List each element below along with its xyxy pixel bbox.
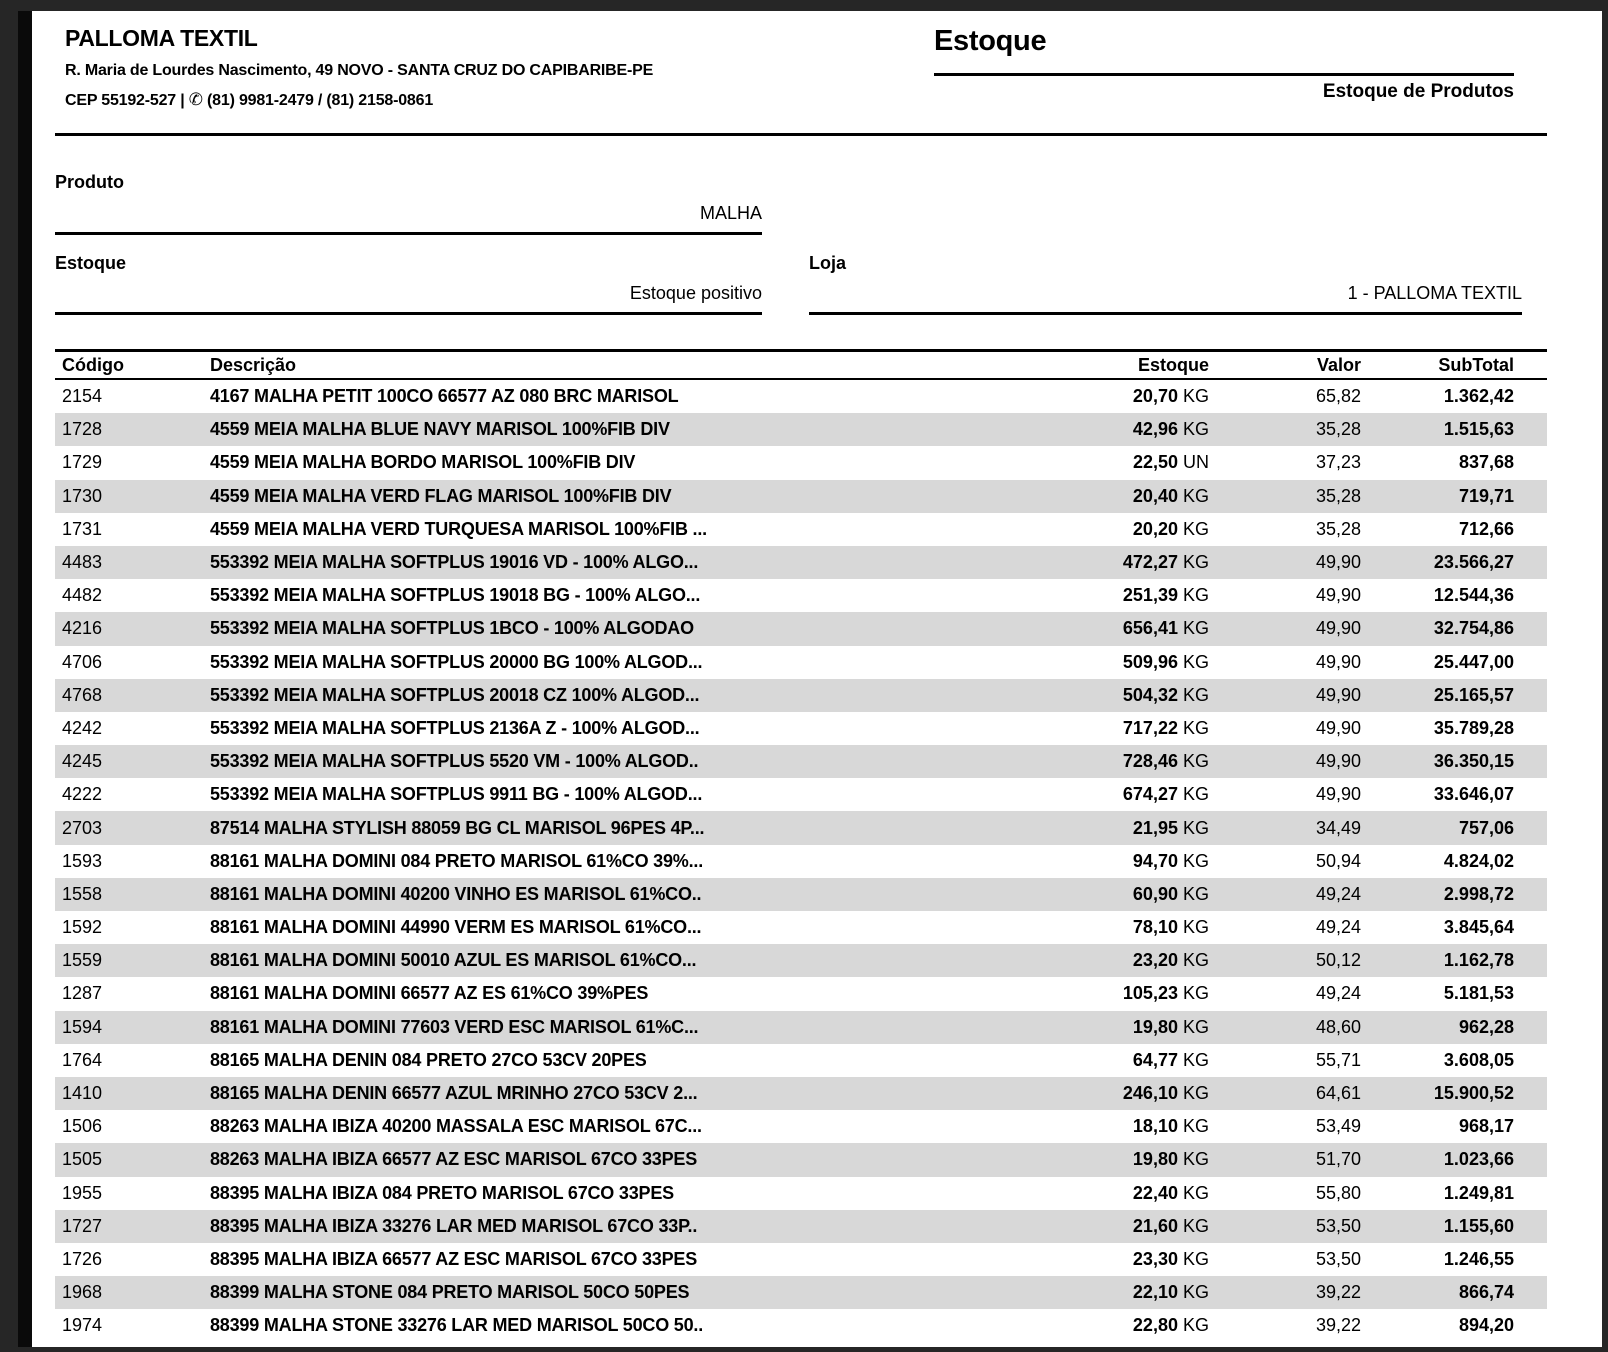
company-phones: (81) 9981-2479 / (81) 2158-0861: [207, 92, 434, 109]
valor-cell: 49,24: [1315, 983, 1361, 1004]
codigo-cell: 2703: [62, 817, 103, 838]
estoque-qty: 251,39: [1122, 585, 1178, 606]
valor-cell: 64,61: [1315, 1083, 1361, 1104]
codigo-cell: 1726: [62, 1248, 103, 1269]
table-row: [55, 612, 1547, 645]
subtotal-cell: 968,17: [1458, 1116, 1514, 1137]
valor-cell: 50,94: [1315, 850, 1361, 871]
estoque-qty: 504,32: [1122, 684, 1178, 705]
estoque-qty: 19,80: [1132, 1016, 1178, 1037]
codigo-cell: 4216: [62, 618, 103, 639]
codigo-cell: 1974: [62, 1315, 103, 1336]
filter-estoque-label: Estoque: [55, 253, 127, 273]
table-header: [55, 349, 1547, 380]
estoque-qty: 23,30: [1132, 1248, 1178, 1269]
estoque-cell: [979, 486, 1209, 507]
estoque-unit: KG: [1182, 386, 1209, 407]
valor-cell: 65,82: [1315, 386, 1361, 407]
valor-cell: 49,90: [1315, 784, 1361, 805]
codigo-cell: 1287: [62, 983, 103, 1004]
estoque-qty: 509,96: [1122, 651, 1178, 672]
codigo-cell: 2154: [62, 386, 103, 407]
valor-cell: 53,50: [1315, 1215, 1361, 1236]
estoque-qty: 105,23: [1122, 983, 1178, 1004]
subtotal-cell: 757,06: [1458, 817, 1514, 838]
table-row: [55, 1011, 1547, 1044]
descricao-cell: 88395 MALHA IBIZA 66577 AZ ESC MARISOL 67CO 33PES: [210, 1248, 698, 1269]
estoque-unit: KG: [1182, 1116, 1209, 1137]
codigo-cell: 4706: [62, 651, 103, 672]
subtotal-cell: 894,20: [1458, 1315, 1514, 1336]
report-subtitle: Estoque de Produtos: [1322, 81, 1514, 102]
valor-cell: 50,12: [1315, 950, 1361, 971]
estoque-unit: UN: [1183, 452, 1209, 473]
codigo-cell: 1505: [62, 1149, 103, 1170]
estoque-unit: KG: [1182, 1083, 1209, 1104]
descricao-cell: 553392 MEIA MALHA SOFTPLUS 20000 BG 100% ALGOD...: [210, 651, 703, 672]
table-row: [55, 579, 1547, 612]
descricao-cell: 88161 MALHA DOMINI 40200 VINHO ES MARISOL 61%CO..: [210, 883, 702, 904]
filter-loja-value: 1 - PALLOMA TEXTIL: [1347, 283, 1522, 303]
table-row: [55, 1177, 1547, 1210]
descricao-cell: 88395 MALHA IBIZA 084 PRETO MARISOL 67CO 33PES: [210, 1182, 674, 1203]
table-row: [55, 1210, 1547, 1243]
table-row: [55, 480, 1547, 513]
estoque-cell: [979, 618, 1209, 639]
estoque-qty: 20,20: [1132, 518, 1178, 539]
filter-estoque-underline: [55, 312, 762, 315]
table-row: [55, 1243, 1547, 1276]
codigo-cell: 4482: [62, 585, 103, 606]
table-row: [55, 712, 1547, 745]
report-title: Estoque: [934, 25, 1047, 57]
estoque-cell: [979, 1116, 1209, 1137]
table-row: [55, 811, 1547, 844]
codigo-cell: 1729: [62, 452, 103, 473]
filter-estoque-value: Estoque positivo: [629, 283, 762, 303]
column-header-descricao: Descrição: [210, 354, 297, 375]
estoque-qty: 21,60: [1132, 1215, 1178, 1236]
descricao-cell: 87514 MALHA STYLISH 88059 BG CL MARISOL 96PES 4P...: [210, 817, 705, 838]
estoque-cell: [979, 452, 1209, 473]
subtotal-cell: 1.515,63: [1443, 419, 1514, 440]
estoque-cell: [979, 1050, 1209, 1071]
filter-produto-label: Produto: [55, 172, 124, 192]
estoque-qty: 94,70: [1132, 850, 1178, 871]
estoque-unit: KG: [1182, 751, 1209, 772]
estoque-qty: 64,77: [1132, 1049, 1178, 1070]
estoque-unit: KG: [1182, 1016, 1209, 1037]
subtotal-cell: 719,71: [1458, 485, 1514, 506]
column-header-valor: Valor: [1316, 354, 1361, 375]
estoque-cell: [979, 983, 1209, 1004]
table-row: [55, 1044, 1547, 1077]
estoque-unit: KG: [1182, 1149, 1209, 1170]
estoque-cell: [979, 1216, 1209, 1237]
column-header-codigo: Código: [62, 354, 124, 375]
subtotal-cell: 25.447,00: [1433, 651, 1514, 672]
descricao-cell: 88263 MALHA IBIZA 40200 MASSALA ESC MARISOL 67C...: [210, 1116, 702, 1137]
descricao-cell: 88165 MALHA DENIN 66577 AZUL MRINHO 27CO 53CV 2...: [210, 1083, 698, 1104]
table-row: [55, 944, 1547, 977]
estoque-cell: [979, 950, 1209, 971]
valor-cell: 49,90: [1315, 717, 1361, 738]
table-row: [55, 878, 1547, 911]
estoque-cell: [979, 1083, 1209, 1104]
table-row: [55, 646, 1547, 679]
descricao-cell: 88161 MALHA DOMINI 77603 VERD ESC MARISOL 61%C...: [210, 1016, 699, 1037]
estoque-cell: [979, 1017, 1209, 1038]
table-row: [55, 778, 1547, 811]
estoque-qty: 472,27: [1122, 552, 1178, 573]
subtotal-cell: 3.845,64: [1443, 917, 1514, 938]
estoque-cell: [979, 1282, 1209, 1303]
subtotal-cell: 4.824,02: [1443, 850, 1514, 871]
estoque-cell: [979, 1315, 1209, 1336]
subtotal-cell: 1.246,55: [1443, 1248, 1514, 1269]
company-cep-phone: [65, 90, 433, 110]
estoque-qty: 20,70: [1132, 386, 1178, 407]
estoque-unit: KG: [1182, 1215, 1209, 1236]
subtotal-cell: 712,66: [1458, 518, 1514, 539]
estoque-unit: KG: [1182, 1182, 1209, 1203]
estoque-unit: KG: [1182, 1315, 1209, 1336]
valor-cell: 51,70: [1315, 1149, 1361, 1170]
column-header-subtotal: SubTotal: [1438, 354, 1514, 375]
codigo-cell: 1593: [62, 850, 103, 871]
estoque-qty: 674,27: [1122, 784, 1178, 805]
descricao-cell: 553392 MEIA MALHA SOFTPLUS 5520 VM - 100% ALGOD..: [210, 751, 699, 772]
valor-cell: 49,90: [1315, 585, 1361, 606]
codigo-cell: 4242: [62, 717, 103, 738]
estoque-unit: KG: [1182, 950, 1209, 971]
estoque-qty: 60,90: [1132, 883, 1178, 904]
codigo-cell: 1728: [62, 419, 103, 440]
subtotal-cell: 1.249,81: [1443, 1182, 1514, 1203]
valor-cell: 49,90: [1315, 618, 1361, 639]
valor-cell: 49,90: [1315, 552, 1361, 573]
table-row: [55, 446, 1547, 479]
estoque-unit: KG: [1182, 817, 1209, 838]
codigo-cell: 1727: [62, 1215, 103, 1236]
descricao-cell: 88161 MALHA DOMINI 50010 AZUL ES MARISOL 61%CO...: [210, 950, 697, 971]
codigo-cell: 1594: [62, 1016, 103, 1037]
table-row: [55, 1309, 1547, 1342]
estoque-cell: [979, 851, 1209, 872]
estoque-qty: 22,40: [1132, 1182, 1178, 1203]
valor-cell: 53,49: [1315, 1116, 1361, 1137]
estoque-unit: KG: [1182, 1248, 1209, 1269]
descricao-cell: 88161 MALHA DOMINI 44990 VERM ES MARISOL 61%CO...: [210, 917, 702, 938]
estoque-cell: [979, 685, 1209, 706]
estoque-qty: 18,10: [1132, 1116, 1178, 1137]
estoque-unit: KG: [1182, 883, 1209, 904]
estoque-qty: 20,40: [1132, 485, 1178, 506]
subtotal-cell: 35.789,28: [1433, 717, 1514, 738]
report-title-underline: [934, 73, 1514, 76]
table-row: [55, 911, 1547, 944]
subtotal-cell: 1.023,66: [1443, 1149, 1514, 1170]
estoque-unit: KG: [1182, 651, 1209, 672]
estoque-qty: 22,50: [1132, 452, 1178, 473]
estoque-cell: [979, 1183, 1209, 1204]
codigo-cell: 1410: [62, 1083, 103, 1104]
estoque-qty: 23,20: [1132, 950, 1178, 971]
subtotal-cell: 962,28: [1458, 1016, 1514, 1037]
estoque-cell: [979, 784, 1209, 805]
codigo-cell: 1592: [62, 917, 103, 938]
valor-cell: 48,60: [1315, 1016, 1361, 1037]
subtotal-cell: 12.544,36: [1433, 585, 1514, 606]
subtotal-cell: 866,74: [1458, 1282, 1514, 1303]
subtotal-cell: 33.646,07: [1433, 784, 1514, 805]
codigo-cell: 4483: [62, 552, 103, 573]
subtotal-cell: 25.165,57: [1433, 684, 1514, 705]
estoque-unit: KG: [1182, 485, 1209, 506]
descricao-cell: 553392 MEIA MALHA SOFTPLUS 1BCO - 100% ALGODAO: [210, 618, 694, 639]
valor-cell: 49,90: [1315, 651, 1361, 672]
subtotal-cell: 3.608,05: [1443, 1049, 1514, 1070]
estoque-unit: KG: [1182, 585, 1209, 606]
table-row: [55, 1110, 1547, 1143]
valor-cell: 55,71: [1315, 1049, 1361, 1070]
descricao-cell: 4559 MEIA MALHA VERD TURQUESA MARISOL 100%FIB ...: [210, 518, 707, 539]
codigo-cell: 1558: [62, 883, 103, 904]
valor-cell: 49,90: [1315, 751, 1361, 772]
estoque-unit: KG: [1182, 618, 1209, 639]
filter-produto-underline: [55, 232, 762, 235]
filter-produto-value: MALHA: [699, 203, 762, 223]
estoque-cell: [979, 652, 1209, 673]
table-row: [55, 1276, 1547, 1309]
descricao-cell: 553392 MEIA MALHA SOFTPLUS 20018 CZ 100% ALGOD...: [210, 684, 700, 705]
valor-cell: 35,28: [1315, 485, 1361, 506]
table-row: [55, 1077, 1547, 1110]
table-row: [55, 977, 1547, 1010]
subtotal-cell: 36.350,15: [1433, 751, 1514, 772]
estoque-qty: 22,80: [1132, 1315, 1178, 1336]
estoque-unit: KG: [1182, 784, 1209, 805]
estoque-cell: [979, 386, 1209, 407]
valor-cell: 53,50: [1315, 1248, 1361, 1269]
valor-cell: 49,24: [1315, 917, 1361, 938]
descricao-cell: 553392 MEIA MALHA SOFTPLUS 9911 BG - 100% ALGOD...: [210, 784, 703, 805]
codigo-cell: 1559: [62, 950, 103, 971]
descricao-cell: 4559 MEIA MALHA VERD FLAG MARISOL 100%FIB DIV: [210, 485, 672, 506]
codigo-cell: 1731: [62, 518, 103, 539]
estoque-unit: KG: [1182, 917, 1209, 938]
estoque-qty: 21,95: [1132, 817, 1178, 838]
table-row: [55, 513, 1547, 546]
table-row: [55, 745, 1547, 778]
codigo-cell: 1955: [62, 1182, 103, 1203]
descricao-cell: 88399 MALHA STONE 33276 LAR MED MARISOL 50CO 50..: [210, 1315, 704, 1336]
estoque-qty: 656,41: [1122, 618, 1178, 639]
estoque-cell: [979, 519, 1209, 540]
descricao-cell: 88161 MALHA DOMINI 66577 AZ ES 61%CO 39%PES: [210, 983, 649, 1004]
estoque-unit: KG: [1182, 850, 1209, 871]
descricao-cell: 553392 MEIA MALHA SOFTPLUS 2136A Z - 100% ALGOD...: [210, 717, 700, 738]
estoque-qty: 42,96: [1132, 419, 1178, 440]
valor-cell: 35,28: [1315, 518, 1361, 539]
subtotal-cell: 5.181,53: [1443, 983, 1514, 1004]
estoque-qty: 717,22: [1122, 717, 1178, 738]
subtotal-cell: 1.162,78: [1443, 950, 1514, 971]
estoque-unit: KG: [1182, 1049, 1209, 1070]
valor-cell: 35,28: [1315, 419, 1361, 440]
estoque-unit: KG: [1182, 518, 1209, 539]
filter-loja-label: Loja: [809, 253, 847, 273]
estoque-qty: 246,10: [1122, 1083, 1178, 1104]
valor-cell: 39,22: [1315, 1282, 1361, 1303]
filter-loja-underline: [809, 312, 1522, 315]
estoque-cell: [979, 884, 1209, 905]
estoque-unit: KG: [1182, 419, 1209, 440]
estoque-cell: [979, 1149, 1209, 1170]
estoque-unit: KG: [1182, 684, 1209, 705]
table-row: [55, 679, 1547, 712]
subtotal-cell: 23.566,27: [1433, 552, 1514, 573]
header-divider: [55, 133, 1547, 136]
descricao-cell: 553392 MEIA MALHA SOFTPLUS 19016 VD - 100% ALGO...: [210, 552, 699, 573]
estoque-unit: KG: [1182, 983, 1209, 1004]
estoque-cell: [979, 419, 1209, 440]
descricao-cell: 88161 MALHA DOMINI 084 PRETO MARISOL 61%CO 39%...: [210, 850, 704, 871]
phone-icon: ✆: [188, 90, 203, 109]
valor-cell: 55,80: [1315, 1182, 1361, 1203]
report-page: [18, 11, 1602, 1347]
estoque-qty: 728,46: [1122, 751, 1178, 772]
table-row: [55, 845, 1547, 878]
codigo-cell: 4245: [62, 751, 103, 772]
estoque-cell: [979, 585, 1209, 606]
estoque-unit: KG: [1182, 717, 1209, 738]
codigo-cell: 1968: [62, 1282, 103, 1303]
company-cep: CEP 55192-527 |: [65, 92, 185, 109]
valor-cell: 39,22: [1315, 1315, 1361, 1336]
column-header-estoque: Estoque: [1137, 354, 1209, 375]
descricao-cell: 4559 MEIA MALHA BLUE NAVY MARISOL 100%FIB DIV: [210, 419, 670, 440]
table-row: [55, 546, 1547, 579]
company-address: R. Maria de Lourdes Nascimento, 49 NOVO - SANTA CRUZ DO CAPIBARIBE-PE: [65, 62, 654, 79]
descricao-cell: 88165 MALHA DENIN 084 PRETO 27CO 53CV 20PES: [210, 1049, 647, 1070]
codigo-cell: 4768: [62, 684, 103, 705]
valor-cell: 49,90: [1315, 684, 1361, 705]
subtotal-cell: 15.900,52: [1433, 1083, 1514, 1104]
table-row: [55, 380, 1547, 413]
descricao-cell: 4167 MALHA PETIT 100CO 66577 AZ 080 BRC MARISOL: [210, 386, 679, 407]
estoque-cell: [979, 917, 1209, 938]
estoque-cell: [979, 818, 1209, 839]
estoque-cell: [979, 1249, 1209, 1270]
subtotal-cell: 32.754,86: [1433, 618, 1514, 639]
subtotal-cell: 1.362,42: [1443, 386, 1514, 407]
codigo-cell: 4222: [62, 784, 103, 805]
valor-cell: 49,24: [1315, 883, 1361, 904]
descricao-cell: 553392 MEIA MALHA SOFTPLUS 19018 BG - 100% ALGO...: [210, 585, 701, 606]
estoque-cell: [979, 751, 1209, 772]
codigo-cell: 1730: [62, 485, 103, 506]
table-row: [55, 1143, 1547, 1176]
table-row: [55, 413, 1547, 446]
estoque-qty: 22,10: [1132, 1282, 1178, 1303]
stock-table: [55, 349, 1547, 1342]
descricao-cell: 88399 MALHA STONE 084 PRETO MARISOL 50CO 50PES: [210, 1282, 690, 1303]
descricao-cell: 88263 MALHA IBIZA 66577 AZ ESC MARISOL 67CO 33PES: [210, 1149, 698, 1170]
estoque-unit: KG: [1182, 552, 1209, 573]
valor-cell: 34,49: [1315, 817, 1361, 838]
codigo-cell: 1764: [62, 1049, 103, 1070]
company-name: PALLOMA TEXTIL: [65, 25, 258, 51]
valor-cell: 37,23: [1315, 452, 1361, 473]
descricao-cell: 4559 MEIA MALHA BORDO MARISOL 100%FIB DIV: [210, 452, 636, 473]
estoque-unit: KG: [1182, 1282, 1209, 1303]
subtotal-cell: 837,68: [1458, 452, 1514, 473]
estoque-qty: 19,80: [1132, 1149, 1178, 1170]
subtotal-cell: 2.998,72: [1443, 883, 1514, 904]
codigo-cell: 1506: [62, 1116, 103, 1137]
estoque-qty: 78,10: [1132, 917, 1178, 938]
table-body: [55, 380, 1547, 1342]
descricao-cell: 88395 MALHA IBIZA 33276 LAR MED MARISOL 67CO 33P..: [210, 1215, 698, 1236]
estoque-cell: [979, 552, 1209, 573]
estoque-cell: [979, 718, 1209, 739]
subtotal-cell: 1.155,60: [1443, 1215, 1514, 1236]
